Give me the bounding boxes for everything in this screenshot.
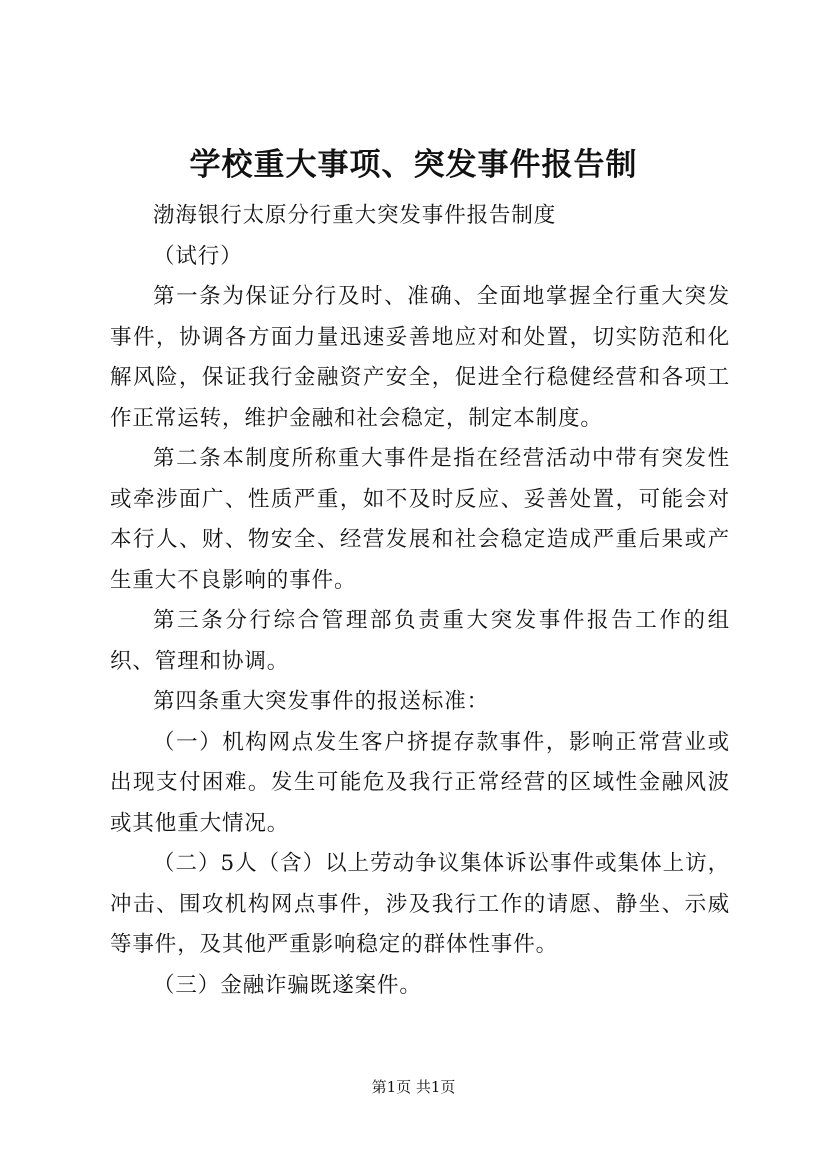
paragraph-article-2: 第二条本制度所称重大事件是指在经营活动中带有突发性或牵涉面广、性质严重，如不及时反应、妥善处置，可能会对本行人、财、物安全、经营发展和社会稳定造成严重后果或产生重大不良影响的事件。 <box>110 446 730 593</box>
paragraph-article-1: 第一条为保证分行及时、准确、全面地掌握全行重大突发事件，协调各方面力量迅速妥善地应对和处置，切实防范和化解风险，保证我行金融资产安全，促进全行稳健经营和各项工作正常运转，维护金融和社会稳定，制定本制度。 <box>110 284 730 431</box>
paragraph-item-2: （二）5人（含）以上劳动争议集体诉讼事件或集体上访，冲击、围攻机构网点事件，涉及我行工作的请愿、静坐、示威等事件，及其他严重影响稳定的群体性事件。 <box>110 851 730 957</box>
document-title: 学校重大事项、突发事件报告制 <box>189 147 638 183</box>
page-footer: 第1页 共1页 <box>371 1078 456 1096</box>
document-body <box>110 196 730 1006</box>
paragraph-article-4: 第四条重大突发事件的报送标准： <box>153 689 490 714</box>
paragraph-article-3: 第三条分行综合管理部负责重大突发事件报告工作的组织、管理和协调。 <box>110 608 730 674</box>
paragraph-subtitle: 渤海银行太原分行重大突发事件报告制度 <box>153 203 557 228</box>
paragraph-trial-note: （试行） <box>153 243 243 269</box>
paragraph-item-1: （一）机构网点发生客户挤提存款事件，影响正常营业或出现支付困难。发生可能危及我行正常经营的区域性金融风波或其他重大情况。 <box>110 729 730 836</box>
paragraph-item-3: （三）金融诈骗既遂案件。 <box>153 972 422 998</box>
